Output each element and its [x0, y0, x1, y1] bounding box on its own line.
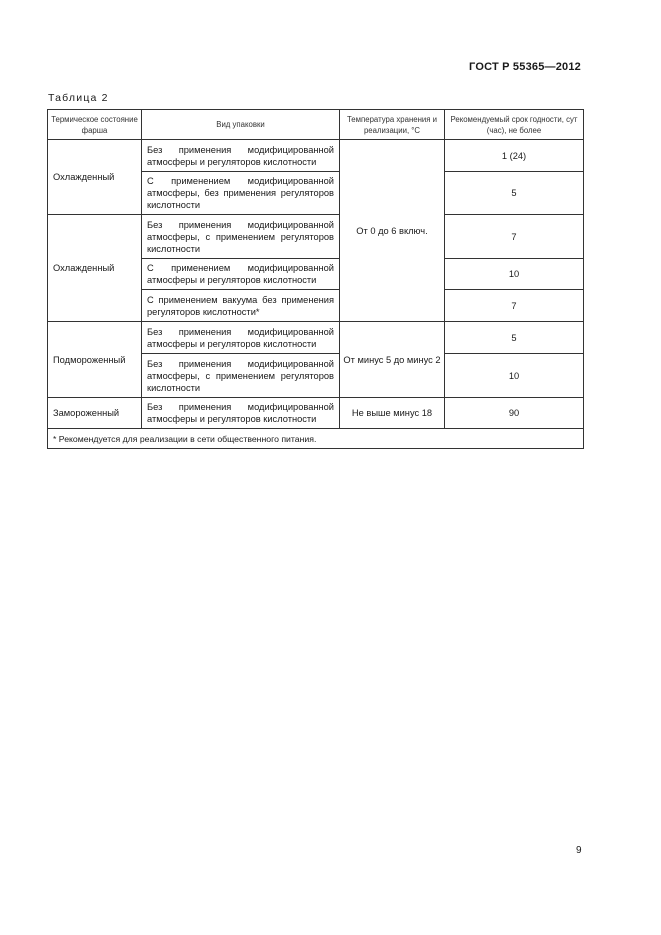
pack-cell: Без применения модифицированной атмосферы и регуляторов кислотности	[142, 398, 340, 429]
pack-cell: Без применения модифицированной атмосферы и регуляторов кислотности	[142, 140, 340, 172]
pack-cell: Без применения модифицированной атмосферы и регуляторов кислотности	[142, 322, 340, 354]
table-row	[48, 322, 584, 354]
document-id: ГОСТ Р 55365—2012	[469, 61, 581, 73]
life-cell: 5	[445, 322, 584, 354]
table-row	[48, 398, 584, 429]
footnote-row	[48, 429, 584, 449]
state-cell: Охлажденный	[48, 140, 142, 215]
life-cell: 7	[445, 215, 584, 259]
life-cell: 90	[445, 398, 584, 429]
life-cell: 5	[445, 172, 584, 215]
page-number: 9	[576, 845, 582, 856]
temp-cell: Не выше минус 18	[340, 398, 445, 429]
temp-cell: От минус 5 до минус 2	[340, 322, 445, 398]
column-header-state: Термическое состояние фарша	[48, 110, 142, 140]
storage-table	[47, 109, 584, 449]
column-header-temp: Температура хранения и реализации, °С	[340, 110, 445, 140]
pack-cell: С применением вакуума без применения регуляторов кислотности*	[142, 290, 340, 322]
column-header-life: Рекомендуемый срок годности, сут (час), не более	[445, 110, 584, 140]
table-footnote: * Рекомендуется для реализации в сети общественного питания.	[48, 429, 584, 449]
header-row	[48, 110, 584, 140]
life-cell: 10	[445, 259, 584, 290]
pack-cell: С применением модифицированной атмосферы, без применения регуляторов кислотности	[142, 172, 340, 215]
life-cell: 7	[445, 290, 584, 322]
column-header-pack: Вид упаковки	[142, 110, 340, 140]
life-cell: 10	[445, 354, 584, 398]
pack-cell: С применением модифицированной атмосферы и регуляторов кислотности	[142, 259, 340, 290]
pack-cell: Без применения модифицированной атмосферы, с применением регуляторов кислотности	[142, 215, 340, 259]
life-cell: 1 (24)	[445, 140, 584, 172]
temp-cell: От 0 до 6 включ.	[340, 140, 445, 322]
state-cell: Замороженный	[48, 398, 142, 429]
table-row	[48, 215, 584, 259]
state-cell: Охлажденный	[48, 215, 142, 322]
state-cell: Подмороженный	[48, 322, 142, 398]
table-caption: Таблица 2	[48, 92, 109, 104]
table-row	[48, 140, 584, 172]
pack-cell: Без применения модифицированной атмосферы, с применением регуляторов кислотности	[142, 354, 340, 398]
